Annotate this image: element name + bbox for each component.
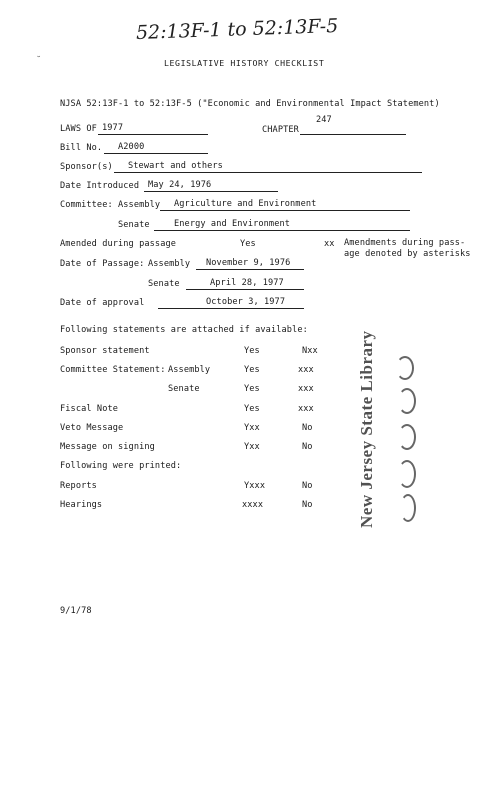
stamp-curl-mark bbox=[400, 494, 416, 522]
approval-label: Date of approval bbox=[60, 298, 145, 308]
statement-no: xxx bbox=[298, 365, 314, 375]
printed-heading: Following were printed: bbox=[60, 461, 182, 471]
passage-label: Date of Passage: bbox=[60, 259, 145, 269]
statement-yes: Yes bbox=[244, 346, 260, 356]
margin-mark: ˘ bbox=[36, 56, 42, 66]
bill-no-value: A2000 bbox=[118, 142, 145, 152]
printed-label: Hearings bbox=[60, 500, 103, 510]
stamp-curl-mark bbox=[398, 388, 416, 414]
printed-yes: xxxx bbox=[242, 500, 264, 510]
date-introduced-value: May 24, 1976 bbox=[148, 180, 212, 190]
bill-no-underline bbox=[104, 153, 208, 154]
chapter-label: CHAPTER bbox=[262, 125, 299, 135]
committee-senate-value: Energy and Environment bbox=[174, 219, 291, 229]
passage-assembly-label: Assembly bbox=[148, 259, 191, 269]
chapter-underline bbox=[300, 134, 406, 135]
sponsor-value: Stewart and others bbox=[128, 161, 223, 171]
statement-label: Committee Statement: bbox=[60, 365, 166, 375]
attached-heading: Following statements are attached if available: bbox=[60, 325, 308, 335]
approval-value: October 3, 1977 bbox=[206, 297, 286, 307]
laws-of-underline bbox=[98, 134, 208, 135]
statement-no: xxx bbox=[298, 384, 314, 394]
stamp-curl-mark bbox=[396, 356, 414, 380]
passage-senate-value: April 28, 1977 bbox=[210, 278, 284, 288]
stamp-curl-mark bbox=[398, 424, 416, 450]
chapter-value: 247 bbox=[316, 115, 332, 125]
committee-senate-underline bbox=[154, 230, 410, 231]
bill-no-label: Bill No. bbox=[60, 143, 103, 153]
committee-assembly-underline bbox=[160, 210, 410, 211]
statement-label: Veto Message bbox=[60, 423, 124, 433]
library-stamp: New Jersey State Library bbox=[357, 330, 376, 528]
statement-yes: Yes bbox=[244, 404, 260, 414]
statement-label: Message on signing bbox=[60, 442, 155, 452]
amended-value: Yes bbox=[240, 239, 256, 249]
statement-yes: Yes bbox=[244, 365, 260, 375]
approval-underline bbox=[158, 308, 304, 309]
statement-label: Fiscal Note bbox=[60, 404, 119, 414]
statement-sub-label: Assembly bbox=[168, 365, 211, 375]
handwritten-header: 52:13F-1 to 52:13F-5 bbox=[135, 14, 339, 44]
statement-no: Nxx bbox=[302, 346, 318, 356]
statement-no: No bbox=[302, 423, 313, 433]
printed-no: No bbox=[302, 500, 313, 510]
amended-marker: xx bbox=[324, 239, 335, 249]
form-title: LEGISLATIVE HISTORY CHECKLIST bbox=[164, 58, 325, 68]
committee-label: Committee: bbox=[60, 200, 113, 210]
statement-yes: Yxx bbox=[244, 423, 260, 433]
amended-label: Amended during passage bbox=[60, 239, 177, 249]
passage-senate-label: Senate bbox=[148, 279, 180, 289]
printed-no: No bbox=[302, 481, 313, 491]
laws-of-value: 1977 bbox=[102, 123, 124, 133]
date-introduced-underline bbox=[144, 191, 278, 192]
statement-no: xxx bbox=[298, 404, 314, 414]
njsa-line: NJSA 52:13F-1 to 52:13F-5 ("Economic and Environmental Impact Statement) bbox=[60, 99, 440, 109]
date-introduced-label: Date Introduced bbox=[60, 181, 140, 191]
statement-no: No bbox=[302, 442, 313, 452]
passage-senate-underline bbox=[186, 289, 304, 290]
sponsor-label: Sponsor(s) bbox=[60, 162, 113, 172]
statement-yes: Yxx bbox=[244, 442, 260, 452]
statement-label: Sponsor statement bbox=[60, 346, 150, 356]
printed-label: Reports bbox=[60, 481, 97, 491]
passage-assembly-value: November 9, 1976 bbox=[206, 258, 291, 268]
statement-yes: Yes bbox=[244, 384, 260, 394]
passage-assembly-underline bbox=[196, 269, 304, 270]
committee-assembly-label: Assembly bbox=[118, 200, 161, 210]
committee-senate-label: Senate bbox=[118, 220, 150, 230]
statement-sub-label: Senate bbox=[168, 384, 200, 394]
stamp-curl-mark bbox=[398, 460, 416, 488]
sponsor-underline bbox=[114, 172, 422, 173]
amended-note-line-1: Amendments during pass- bbox=[344, 238, 466, 248]
printed-yes: Yxxx bbox=[244, 481, 266, 491]
footer-date: 9/1/78 bbox=[60, 606, 92, 616]
laws-of-label: LAWS OF bbox=[60, 124, 97, 134]
committee-assembly-value: Agriculture and Environment bbox=[174, 199, 317, 209]
amended-note-line-2: age denoted by asterisks bbox=[344, 249, 471, 259]
